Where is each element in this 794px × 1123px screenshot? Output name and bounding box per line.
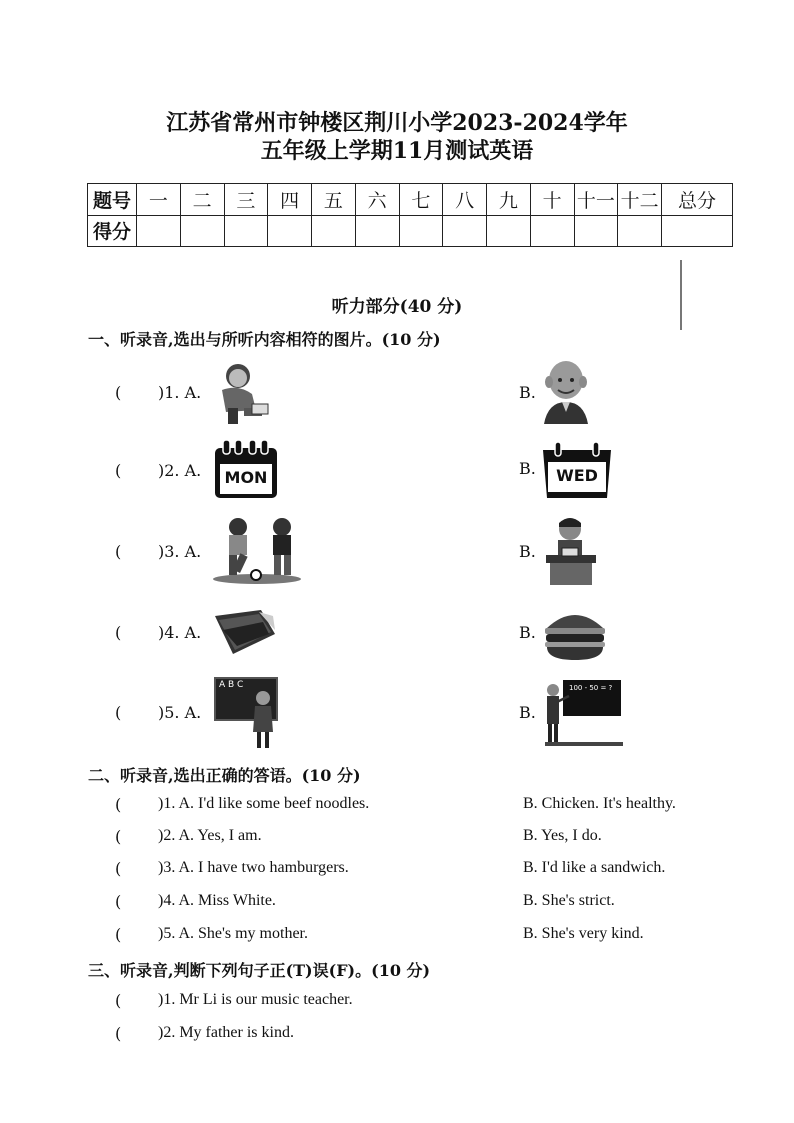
score-col: 五: [312, 184, 356, 216]
part3-heading: 三、听录音,判断下列句子正(T)误(F)。(10 分): [88, 961, 431, 980]
sandwich-icon: [213, 608, 277, 658]
score-cell[interactable]: [530, 215, 574, 247]
option-a: )2. A. Yes, I am.: [158, 827, 262, 844]
question-number: )2. A.: [158, 461, 202, 480]
answer-paren[interactable]: (: [115, 623, 122, 642]
page-subtitle: 五年级上学期11月测试英语: [260, 138, 534, 164]
score-cell[interactable]: [224, 215, 268, 247]
score-cell[interactable]: [312, 215, 356, 247]
calendar-day-label: MON: [224, 468, 268, 487]
score-col: 六: [355, 184, 399, 216]
score-col: 八: [443, 184, 487, 216]
question-number: )5. A.: [158, 703, 202, 722]
option-b-label: B.: [519, 623, 536, 642]
calendar-icon: [213, 438, 279, 500]
score-col: 九: [487, 184, 531, 216]
english-teacher-icon: [213, 676, 281, 750]
option-b-label: B.: [519, 542, 536, 561]
true-false-statement: )1. Mr Li is our music teacher.: [158, 991, 353, 1008]
old-man-icon: [540, 358, 592, 424]
option-b: B. She's strict.: [523, 892, 615, 909]
answer-paren[interactable]: (: [115, 461, 122, 480]
part2-heading: 二、听录音,选出正确的答语。(10 分): [88, 766, 361, 785]
score-cell[interactable]: [662, 215, 733, 247]
answer-paren[interactable]: (: [115, 892, 122, 911]
score-col-total: 总分: [662, 184, 733, 216]
calendar-day-label: WED: [556, 466, 598, 485]
score-cell[interactable]: [137, 215, 181, 247]
score-col: 十一: [574, 184, 618, 216]
score-cell[interactable]: [268, 215, 312, 247]
boy-reading-at-desk-icon: [542, 515, 600, 589]
score-col: 七: [399, 184, 443, 216]
score-table-header-row: [88, 184, 733, 216]
score-cell[interactable]: [355, 215, 399, 247]
option-b: B. Chicken. It's healthy.: [523, 795, 676, 812]
option-a: )5. A. She's my mother.: [158, 925, 308, 942]
listening-heading: 听力部分(40 分): [331, 297, 463, 317]
score-col: 四: [268, 184, 312, 216]
boys-playing-football-icon: [212, 515, 302, 585]
blackboard-text: 100 - 50 = ?: [569, 684, 613, 692]
score-cell[interactable]: [443, 215, 487, 247]
question-number: )1. A.: [158, 383, 202, 402]
maths-teacher-icon: [545, 676, 623, 748]
answer-paren[interactable]: (: [115, 795, 122, 814]
option-a: )4. A. Miss White.: [158, 892, 276, 909]
score-cell[interactable]: [487, 215, 531, 247]
score-col: 十二: [618, 184, 662, 216]
option-a: )3. A. I have two hamburgers.: [158, 859, 349, 876]
option-a: )1. A. I'd like some beef noodles.: [158, 795, 370, 812]
option-b: B. Yes, I do.: [523, 827, 602, 844]
sick-child-icon: [212, 360, 272, 426]
question-number: )4. A.: [158, 623, 202, 642]
score-col: 三: [224, 184, 268, 216]
true-false-statement: )2. My father is kind.: [158, 1024, 294, 1041]
hamburger-icon: [543, 606, 607, 664]
answer-paren[interactable]: (: [115, 703, 122, 722]
score-col: 一: [137, 184, 181, 216]
answer-paren[interactable]: (: [115, 925, 122, 944]
answer-paren[interactable]: (: [115, 859, 122, 878]
option-b-label: B.: [519, 459, 536, 478]
page-title: 江苏省常州市钟楼区荆川小学2023-2024学年: [166, 110, 628, 136]
score-cell[interactable]: [180, 215, 224, 247]
answer-paren[interactable]: (: [115, 542, 122, 561]
answer-paren[interactable]: (: [115, 1024, 122, 1043]
answer-paren[interactable]: (: [115, 383, 122, 402]
option-b-label: B.: [519, 703, 536, 722]
score-cell[interactable]: [574, 215, 618, 247]
score-cell[interactable]: [618, 215, 662, 247]
calendar-icon: [541, 440, 613, 500]
part1-heading: 一、听录音,选出与所听内容相符的图片。(10 分): [88, 330, 441, 349]
score-cell[interactable]: [399, 215, 443, 247]
score-table-score-row: [88, 215, 733, 247]
option-b: B. She's very kind.: [523, 925, 644, 942]
score-col: 二: [180, 184, 224, 216]
answer-paren[interactable]: (: [115, 827, 122, 846]
question-number: )3. A.: [158, 542, 202, 561]
answer-paren[interactable]: (: [115, 991, 122, 1010]
blackboard-text: A B C: [219, 680, 244, 690]
score-table: [87, 183, 733, 247]
option-b-label: B.: [519, 383, 536, 402]
score-col: 十: [530, 184, 574, 216]
option-b: B. I'd like a sandwich.: [523, 859, 666, 876]
score-row-label: 题号: [88, 184, 137, 216]
score-row-label: 得分: [88, 215, 137, 247]
